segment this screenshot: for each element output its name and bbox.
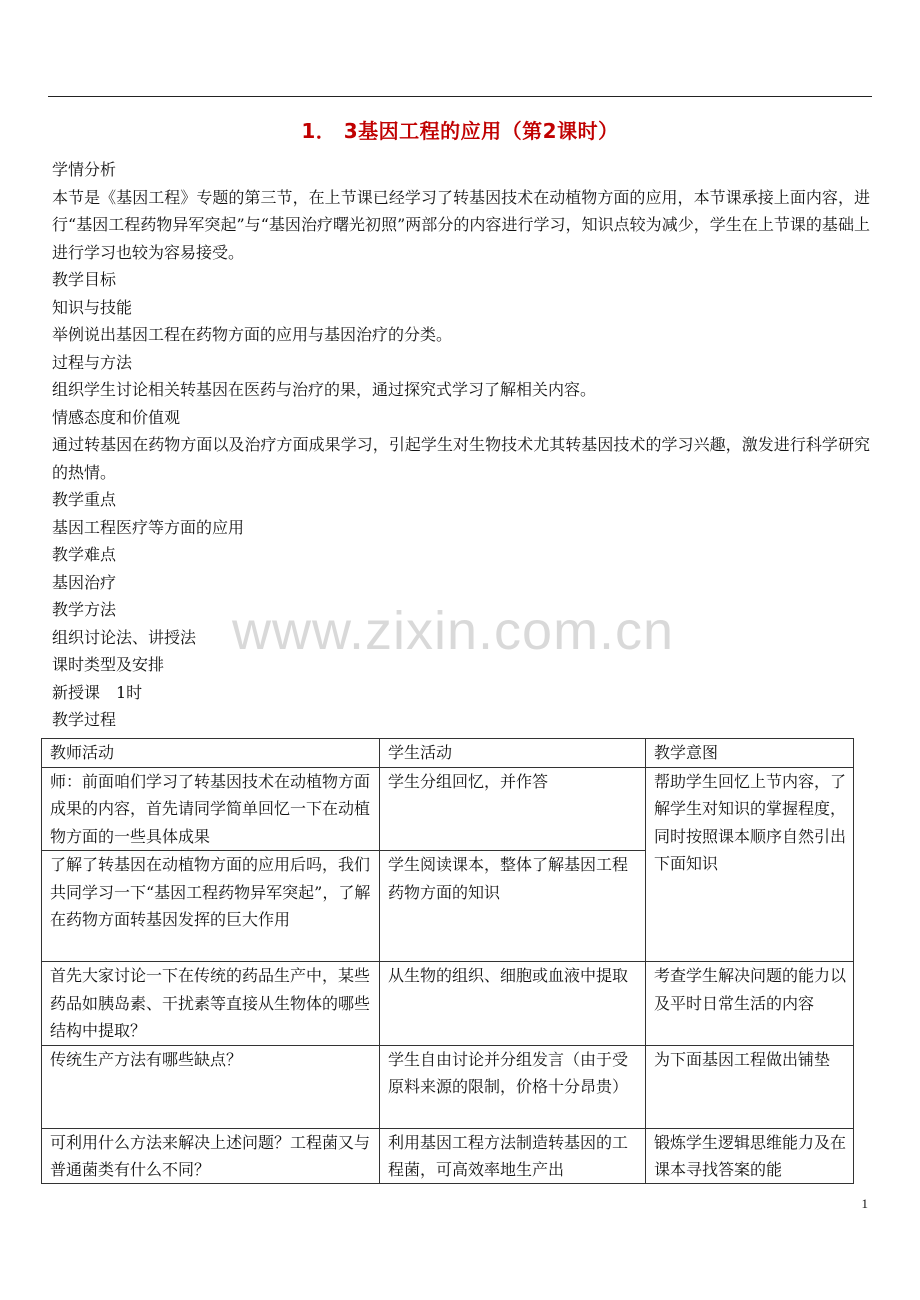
section-heading: 教学方法 bbox=[52, 600, 117, 619]
page-number: 1 bbox=[861, 1196, 868, 1211]
teaching-intent-cell: 帮助学生回忆上节内容，了解学生对知识的掌握程度，同时按照课本顺序自然引出下面知识 bbox=[646, 767, 854, 962]
student-activity-cell: 学生自由讨论并分组发言（由于受原料来源的限制，价格十分昂贵） bbox=[380, 1045, 646, 1128]
header-teacher-activity: 教师活动 bbox=[42, 739, 380, 768]
table-row bbox=[42, 962, 854, 1046]
section-text: 通过转基因在药物方面以及治疗方面成果学习，引起学生对生物技术尤其转基因技术的学习兴趣，激发进行科学研究的热情。 bbox=[52, 435, 870, 482]
lesson-process-table bbox=[41, 738, 854, 1184]
teacher-activity-cell: 了解了转基因在动植物方面的应用后吗，我们共同学习一下“基因工程药物异军突起”，了解在药物方面转基因发挥的巨大作用 bbox=[42, 851, 380, 962]
teacher-activity-cell bbox=[42, 1128, 380, 1183]
section-text: 组织讨论法、讲授法 bbox=[52, 627, 197, 647]
section-text: 基因工程医疗等方面的应用 bbox=[52, 517, 245, 537]
section-heading: 课时类型及安排 bbox=[52, 655, 165, 674]
section-heading: 过程与方法 bbox=[52, 352, 133, 372]
section-heading: 情感态度和价值观 bbox=[52, 407, 181, 427]
watermark: www.zixin.com.cn bbox=[232, 601, 675, 661]
table-row bbox=[42, 1045, 854, 1128]
section-heading: 教学目标 bbox=[52, 270, 117, 289]
teacher-activity-cell: 传统生产方法有哪些缺点？ bbox=[42, 1045, 380, 1128]
teaching-intent-cell bbox=[646, 1128, 854, 1183]
student-activity-cell: 学生阅读课本，整体了解基因工程药物方面的知识 bbox=[380, 851, 646, 962]
section-text: 新授课 1时 bbox=[52, 682, 143, 702]
section-heading: 教学重点 bbox=[52, 490, 117, 509]
section-text: 举例说出基因工程在药物方面的应用与基因治疗的分类。 bbox=[52, 325, 453, 344]
table-row bbox=[42, 767, 854, 851]
table-header-row bbox=[42, 739, 854, 768]
section-text: 基因治疗 bbox=[52, 572, 117, 592]
page-title: 1． 3基因工程的应用（第2课时） bbox=[301, 119, 619, 143]
section-heading: 教学难点 bbox=[52, 545, 117, 564]
cell-text: 利用基因工程方法制造转基因的工程菌，可高效率地生产出 bbox=[388, 1132, 629, 1179]
cell-text: 可利用什么方法来解决上述问题？工程菌又与普通菌类有什么不同？ bbox=[50, 1132, 371, 1179]
header-rule bbox=[48, 96, 872, 97]
header-teaching-intent: 教学意图 bbox=[646, 739, 854, 768]
section-heading: 学情分析 bbox=[52, 160, 117, 179]
cell-text: 锻炼学生逻辑思维能力及在课本寻找答案的能 bbox=[654, 1132, 847, 1179]
section-text: 本节是《基因工程》专题的第三节，在上节课已经学习了转基因技术在动植物方面的应用，本节课承接上面内容，进行“基因工程药物异军突起”与“基因治疗曙光初照”两部分的内容进行学习，知识点较为减少，学生在上节课的基础上进行学习也较为容易接受。 bbox=[52, 187, 870, 262]
teacher-activity-cell: 师：前面咱们学习了转基因技术在动植物方面成果的内容，首先请同学简单回忆一下在动植物方面的一些具体成果 bbox=[42, 767, 380, 851]
section-text: 组织学生讨论相关转基因在医药与治疗的果，通过探究式学习了解相关内容。 bbox=[52, 380, 597, 399]
table-row bbox=[42, 1128, 854, 1183]
student-activity-cell bbox=[380, 1128, 646, 1183]
section-heading: 知识与技能 bbox=[52, 297, 133, 317]
student-activity-cell: 学生分组回忆，并作答 bbox=[380, 767, 646, 851]
section-heading: 教学过程 bbox=[52, 710, 117, 729]
student-activity-cell: 从生物的组织、细胞或血液中提取 bbox=[380, 962, 646, 1046]
header-student-activity: 学生活动 bbox=[380, 739, 646, 768]
teaching-intent-cell: 为下面基因工程做出铺垫 bbox=[646, 1045, 854, 1128]
teaching-intent-cell: 考查学生解决问题的能力以及平时日常生活的内容 bbox=[646, 962, 854, 1046]
teacher-activity-cell: 首先大家讨论一下在传统的药品生产中，某些药品如胰岛素、干扰素等直接从生物体的哪些结构中提取？ bbox=[42, 962, 380, 1046]
